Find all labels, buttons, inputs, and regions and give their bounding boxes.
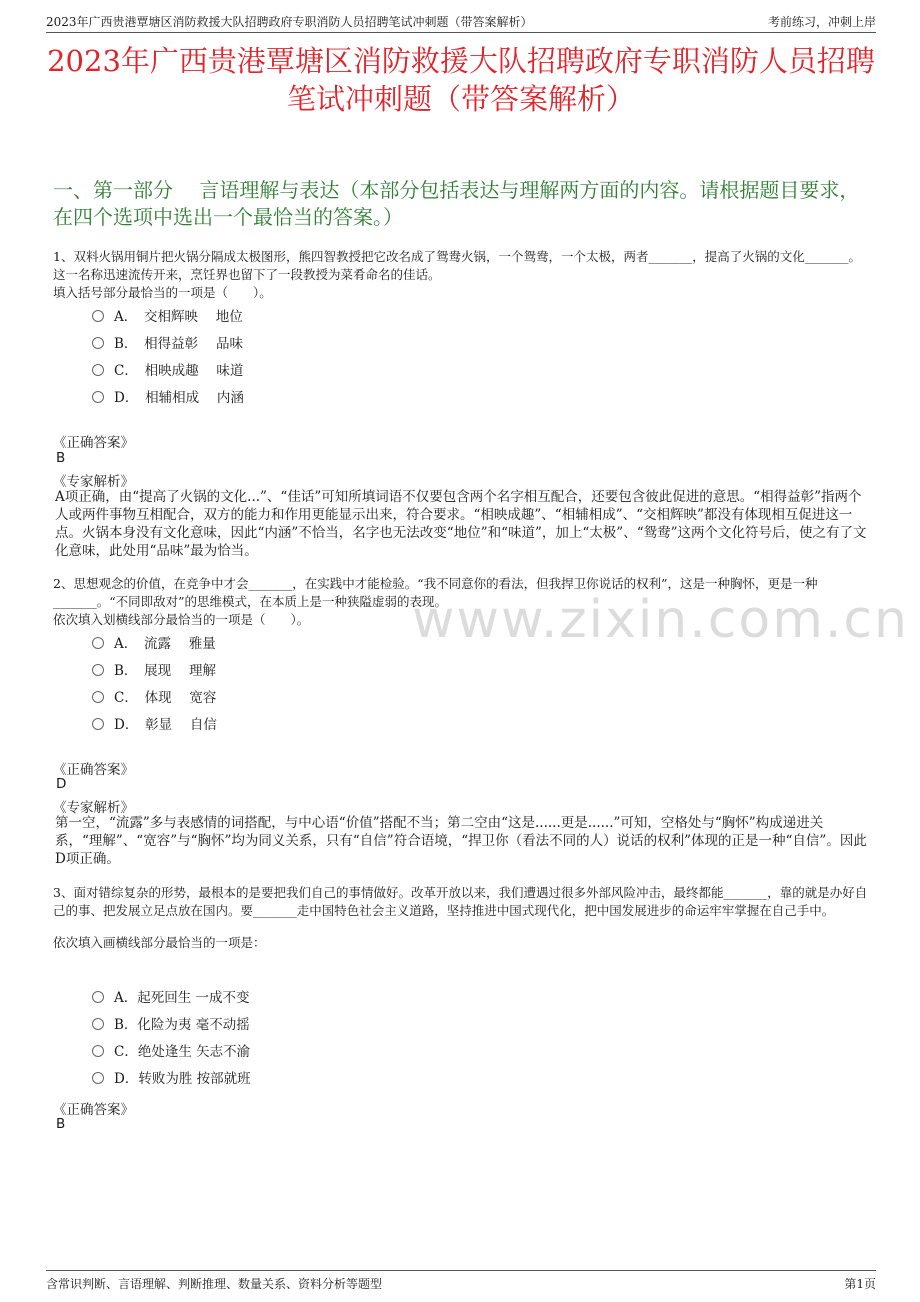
q2-answer: D bbox=[56, 776, 67, 792]
q2-explanation: 第一空，“流露”多与表感情的词搭配，与中心语“价值”搭配不当；第二空由“这是......更是......”可知，空格处与“胸怀”构成递进关系，“理解”、“宽容”与“胸怀”均为同义关系，只有“自信”符合语境，“捍卫你（看法不同的人）说话的权利”体现的正是一种“自信”。因此D项正确。 bbox=[55, 815, 867, 867]
radio-icon[interactable] bbox=[92, 1018, 104, 1030]
q2-option-c[interactable] bbox=[92, 688, 216, 708]
question-1 bbox=[53, 248, 870, 302]
question-prompt: 依次填入画横线部分最恰当的一项是： bbox=[53, 935, 266, 950]
question-3 bbox=[53, 884, 870, 952]
option-label: B．化险为夷 毫不动摇 bbox=[114, 1017, 250, 1033]
option-label: D． 彰显 自信 bbox=[114, 717, 217, 733]
footer-topics: 含常识判断、言语理解、判断推理、数量关系、资料分析等题型 bbox=[46, 1277, 383, 1291]
option-label: C． 相映成趣 味道 bbox=[114, 363, 244, 379]
radio-icon[interactable] bbox=[92, 337, 104, 349]
explanation-label: 《专家解析》 bbox=[53, 800, 134, 816]
explanation-label: 《专家解析》 bbox=[53, 474, 134, 490]
question-prompt: 依次填入划横线部分最恰当的一项是（ ）。 bbox=[53, 612, 310, 627]
option-label: A．起死回生 一成不变 bbox=[114, 990, 250, 1006]
option-label: D．转败为胜 按部就班 bbox=[114, 1071, 251, 1087]
question-stem: 2、思想观念的价值，在竞争中才会_______，在实践中才能检验。“我不同意你的看法，但我捍卫你说话的权利”，这是一种胸怀，更是一种_______。“不同即敌对”的思维模式，在本质上是一种狭隘虚弱的表现。 bbox=[53, 576, 818, 609]
radio-icon[interactable] bbox=[92, 1045, 104, 1057]
option-label: A． 流露 雅量 bbox=[114, 636, 216, 652]
page-number: 第1页 bbox=[844, 1277, 876, 1291]
q3-option-d[interactable] bbox=[92, 1069, 251, 1089]
radio-icon[interactable] bbox=[92, 310, 104, 322]
q3-option-a[interactable] bbox=[92, 988, 250, 1008]
q1-option-d[interactable] bbox=[92, 388, 244, 408]
q3-option-b[interactable] bbox=[92, 1015, 250, 1035]
radio-icon[interactable] bbox=[92, 664, 104, 676]
option-label: B． 相得益彰 品味 bbox=[114, 336, 243, 352]
radio-icon[interactable] bbox=[92, 718, 104, 730]
question-prompt: 填入括号部分最恰当的一项是（ ）。 bbox=[53, 285, 272, 300]
q2-option-b[interactable] bbox=[92, 661, 216, 681]
page-header bbox=[46, 10, 876, 33]
option-label: A． 交相辉映 地位 bbox=[114, 309, 243, 325]
question-stem: 1、双料火锅用铜片把火锅分隔成太极图形，熊四智教授把它改名成了鸳鸯火锅，一个鸳鸯，一个太极，两者_______，提高了火锅的文化_______。这一名称迅速流传开来，烹饪界也留下了一段教授为菜肴命名的佳话。 bbox=[53, 249, 861, 282]
q2-option-a[interactable] bbox=[92, 634, 216, 654]
answer-label: 《正确答案》 bbox=[53, 762, 134, 778]
section-heading: 一、第一部分 言语理解与表达（本部分包括表达与理解两方面的内容。请根据题目要求，在四个选项中选出一个最恰当的答案。） bbox=[53, 178, 860, 229]
radio-icon[interactable] bbox=[92, 364, 104, 376]
watermark: www.zixin.com.cn bbox=[412, 590, 909, 650]
option-label: D． 相辅相成 内涵 bbox=[114, 390, 244, 406]
q1-explanation: A项正确，由“提高了火锅的文化...”、“佳话”可知所填词语不仅要包含两个名字相互配合，还要包含彼此促进的意思。“相得益彰”指两个人或两件事物互相配合，双方的能力和作用更能显示出来，符合要求。“相映成趣”、“相辅相成”、“交相辉映”都没有体现相互促进这一点。火锅本身没有文化意味，因此“内涵”不恰当，名字也无法改变“地位”和“味道”，加上“太极”、“鸳鸯”这两个文化符号后，使之有了文化意味，此处用“品味”最为恰当。 bbox=[55, 489, 867, 559]
q1-answer: B bbox=[56, 450, 66, 466]
answer-label: 《正确答案》 bbox=[53, 1102, 134, 1118]
option-label: C． 体现 宽容 bbox=[114, 690, 217, 706]
document-title: 2023年广西贵港覃塘区消防救援大队招聘政府专职消防人员招聘笔试冲刺题（带答案解析） bbox=[47, 44, 875, 116]
option-label: B． 展现 理解 bbox=[114, 663, 216, 679]
q1-option-c[interactable] bbox=[92, 361, 243, 381]
question-stem: 3、面对错综复杂的形势，最根本的是要把我们自己的事情做好。改革开放以来，我们遭遇过很多外部风险冲击，最终都能_______，靠的就是办好自己的事、把发展立足点放在国内。要_______走中国特色社会主义道路，坚持推进中国式现代化，把中国发展进步的命运牢牢掌握在自己手中。 bbox=[53, 885, 868, 918]
answer-label: 《正确答案》 bbox=[53, 435, 134, 451]
radio-icon[interactable] bbox=[92, 637, 104, 649]
q3-option-c[interactable] bbox=[92, 1042, 250, 1062]
radio-icon[interactable] bbox=[92, 1072, 104, 1084]
header-slogan: 考前练习，冲刺上岸 bbox=[767, 15, 876, 29]
q3-answer: B bbox=[56, 1116, 66, 1132]
option-label: C．绝处逢生 矢志不渝 bbox=[114, 1044, 251, 1060]
q1-option-a[interactable] bbox=[92, 307, 243, 327]
radio-icon[interactable] bbox=[92, 391, 104, 403]
radio-icon[interactable] bbox=[92, 991, 104, 1003]
q1-option-b[interactable] bbox=[92, 334, 243, 354]
q2-option-d[interactable] bbox=[92, 715, 217, 735]
header-doc-title: 2023年广西贵港覃塘区消防救援大队招聘政府专职消防人员招聘笔试冲刺题（带答案解析） bbox=[46, 15, 533, 29]
radio-icon[interactable] bbox=[92, 691, 104, 703]
page-footer bbox=[46, 1270, 876, 1292]
